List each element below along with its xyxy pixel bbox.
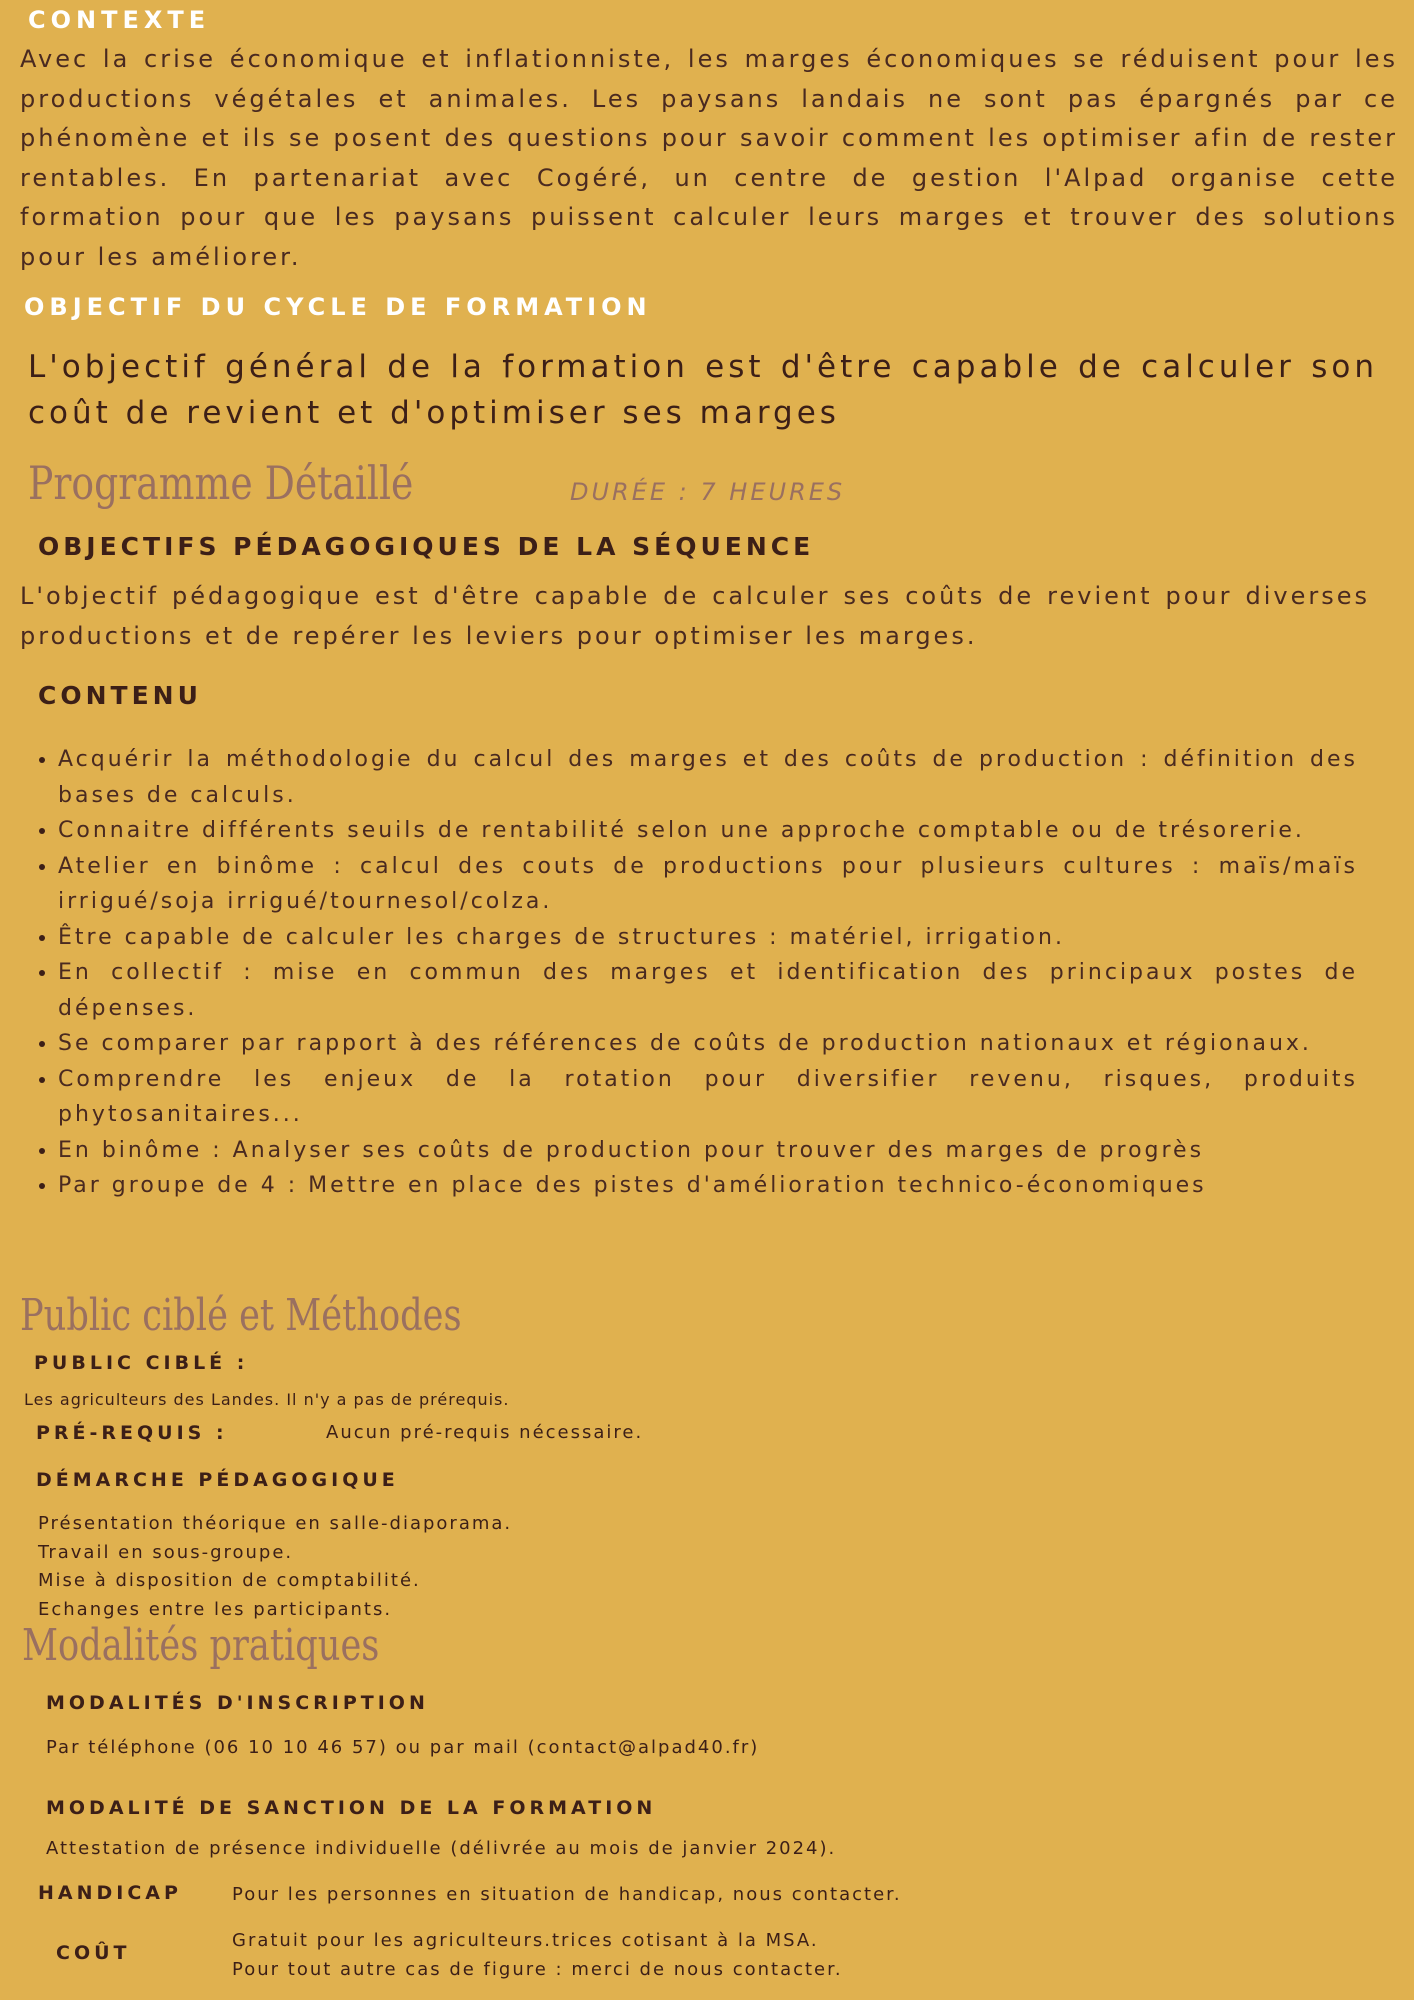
list-item: • Connaitre différents seuils de rentabilité selon une approche comptable ou de trésorerie.	[58, 813, 1358, 849]
list-item: • Se comparer par rapport à des références de coûts de production nationaux et régionaux.	[58, 1026, 1358, 1062]
objectif-cycle-heading: OBJECTIF DU CYCLE DE FORMATION	[24, 293, 652, 321]
public-title: Public ciblé et Méthodes	[20, 1290, 462, 1341]
objectifs-pedagogiques-text: L'objectif pédagogique est d'être capable de calculer ses coûts de revient pour diverses productions et de repérer les leviers pour optimiser les marges.	[20, 582, 1370, 650]
contexte-text: Avec la crise économique et inflationniste, les marges économiques se réduisent pour les productions végétales et animales. Les paysans landais ne sont pas épargnés par ce phénomène et ils se posent des questions pour savoir comment les optimiser afin de rester rentables. En partenariat avec Cogéré, un centre de gestion l'Alpad organise cette formation pour que les paysans puissent calculer leurs marges et trouver des solutions pour les améliorer.	[20, 45, 1398, 271]
demarche-line: Echanges entre les participants.	[38, 1598, 393, 1620]
inscription-heading: MODALITÉS D'INSCRIPTION	[46, 1692, 429, 1714]
demarche-heading: DÉMARCHE PÉDAGOGIQUE	[36, 1469, 399, 1491]
modalites-title: Modalités pratiques	[22, 1620, 380, 1671]
prerequis-text: Aucun pré-requis nécessaire.	[326, 1422, 644, 1443]
sanction-text: Attestation de présence individuelle (délivrée au mois de janvier 2024).	[46, 1838, 837, 1859]
cout-line: Gratuit pour les agriculteurs.trices cotisant à la MSA.	[232, 1930, 819, 1951]
handicap-text: Pour les personnes en situation de handicap, nous contacter.	[232, 1884, 902, 1905]
prerequis-heading: PRÉ-REQUIS :	[36, 1422, 228, 1444]
handicap-heading: HANDICAP	[38, 1882, 182, 1904]
list-item: • Acquérir la méthodologie du calcul des marges et des coûts de production : définition des bases de calculs.	[58, 742, 1358, 813]
demarche-line: Mise à disposition de comptabilité.	[38, 1570, 421, 1591]
list-item: • Par groupe de 4 : Mettre en place des pistes d'amélioration technico-économiques	[58, 1168, 1358, 1204]
list-item: • Atelier en binôme : calcul des couts de productions pour plusieurs cultures : maïs/maïs irrigué/soja irrigué/tournesol/colza.	[58, 849, 1358, 920]
demarche-line: Présentation théorique en salle-diaporama.	[38, 1513, 513, 1534]
cout-line: Pour tout autre cas de figure : merci de nous contacter.	[232, 1959, 843, 1980]
contenu-heading: CONTENU	[38, 681, 202, 710]
sanction-heading: MODALITÉ DE SANCTION DE LA FORMATION	[46, 1797, 657, 1819]
demarche-list	[38, 1510, 512, 1624]
list-item: • En binôme : Analyser ses coûts de production pour trouver des marges de progrès	[58, 1133, 1358, 1169]
list-item: • En collectif : mise en commun des marges et identification des principaux postes de dépenses.	[58, 955, 1358, 1026]
demarche-line: Travail en sous-groupe.	[38, 1541, 294, 1563]
public-cible-text: Les agriculteurs des Landes. Il n'y a pas de prérequis.	[24, 1390, 510, 1409]
programme-duree: DURÉE : 7 HEURES	[570, 478, 846, 506]
inscription-text: Par téléphone (06 10 10 46 57) ou par mail (contact@alpad40.fr)	[46, 1737, 760, 1758]
cout-heading: COÛT	[56, 1942, 131, 1964]
objectifs-pedagogiques-heading: OBJECTIFS PÉDAGOGIQUES DE LA SÉQUENCE	[38, 532, 815, 561]
cout-lines	[232, 1926, 843, 1984]
contenu-list	[20, 742, 1358, 1204]
public-cible-heading: PUBLIC CIBLÉ :	[34, 1352, 249, 1374]
list-item: • Être capable de calculer les charges de structures : matériel, irrigation.	[58, 920, 1358, 956]
contexte-heading: CONTEXTE	[28, 6, 211, 34]
programme-title: Programme Détaillé	[28, 456, 414, 510]
list-item: • Comprendre les enjeux de la rotation pour diversifier revenu, risques, produits phytosanitaires...	[58, 1062, 1358, 1133]
objectif-cycle-text: L'objectif général de la formation est d'être capable de calculer son coût de revient et d'optimiser ses marges	[28, 349, 1378, 431]
